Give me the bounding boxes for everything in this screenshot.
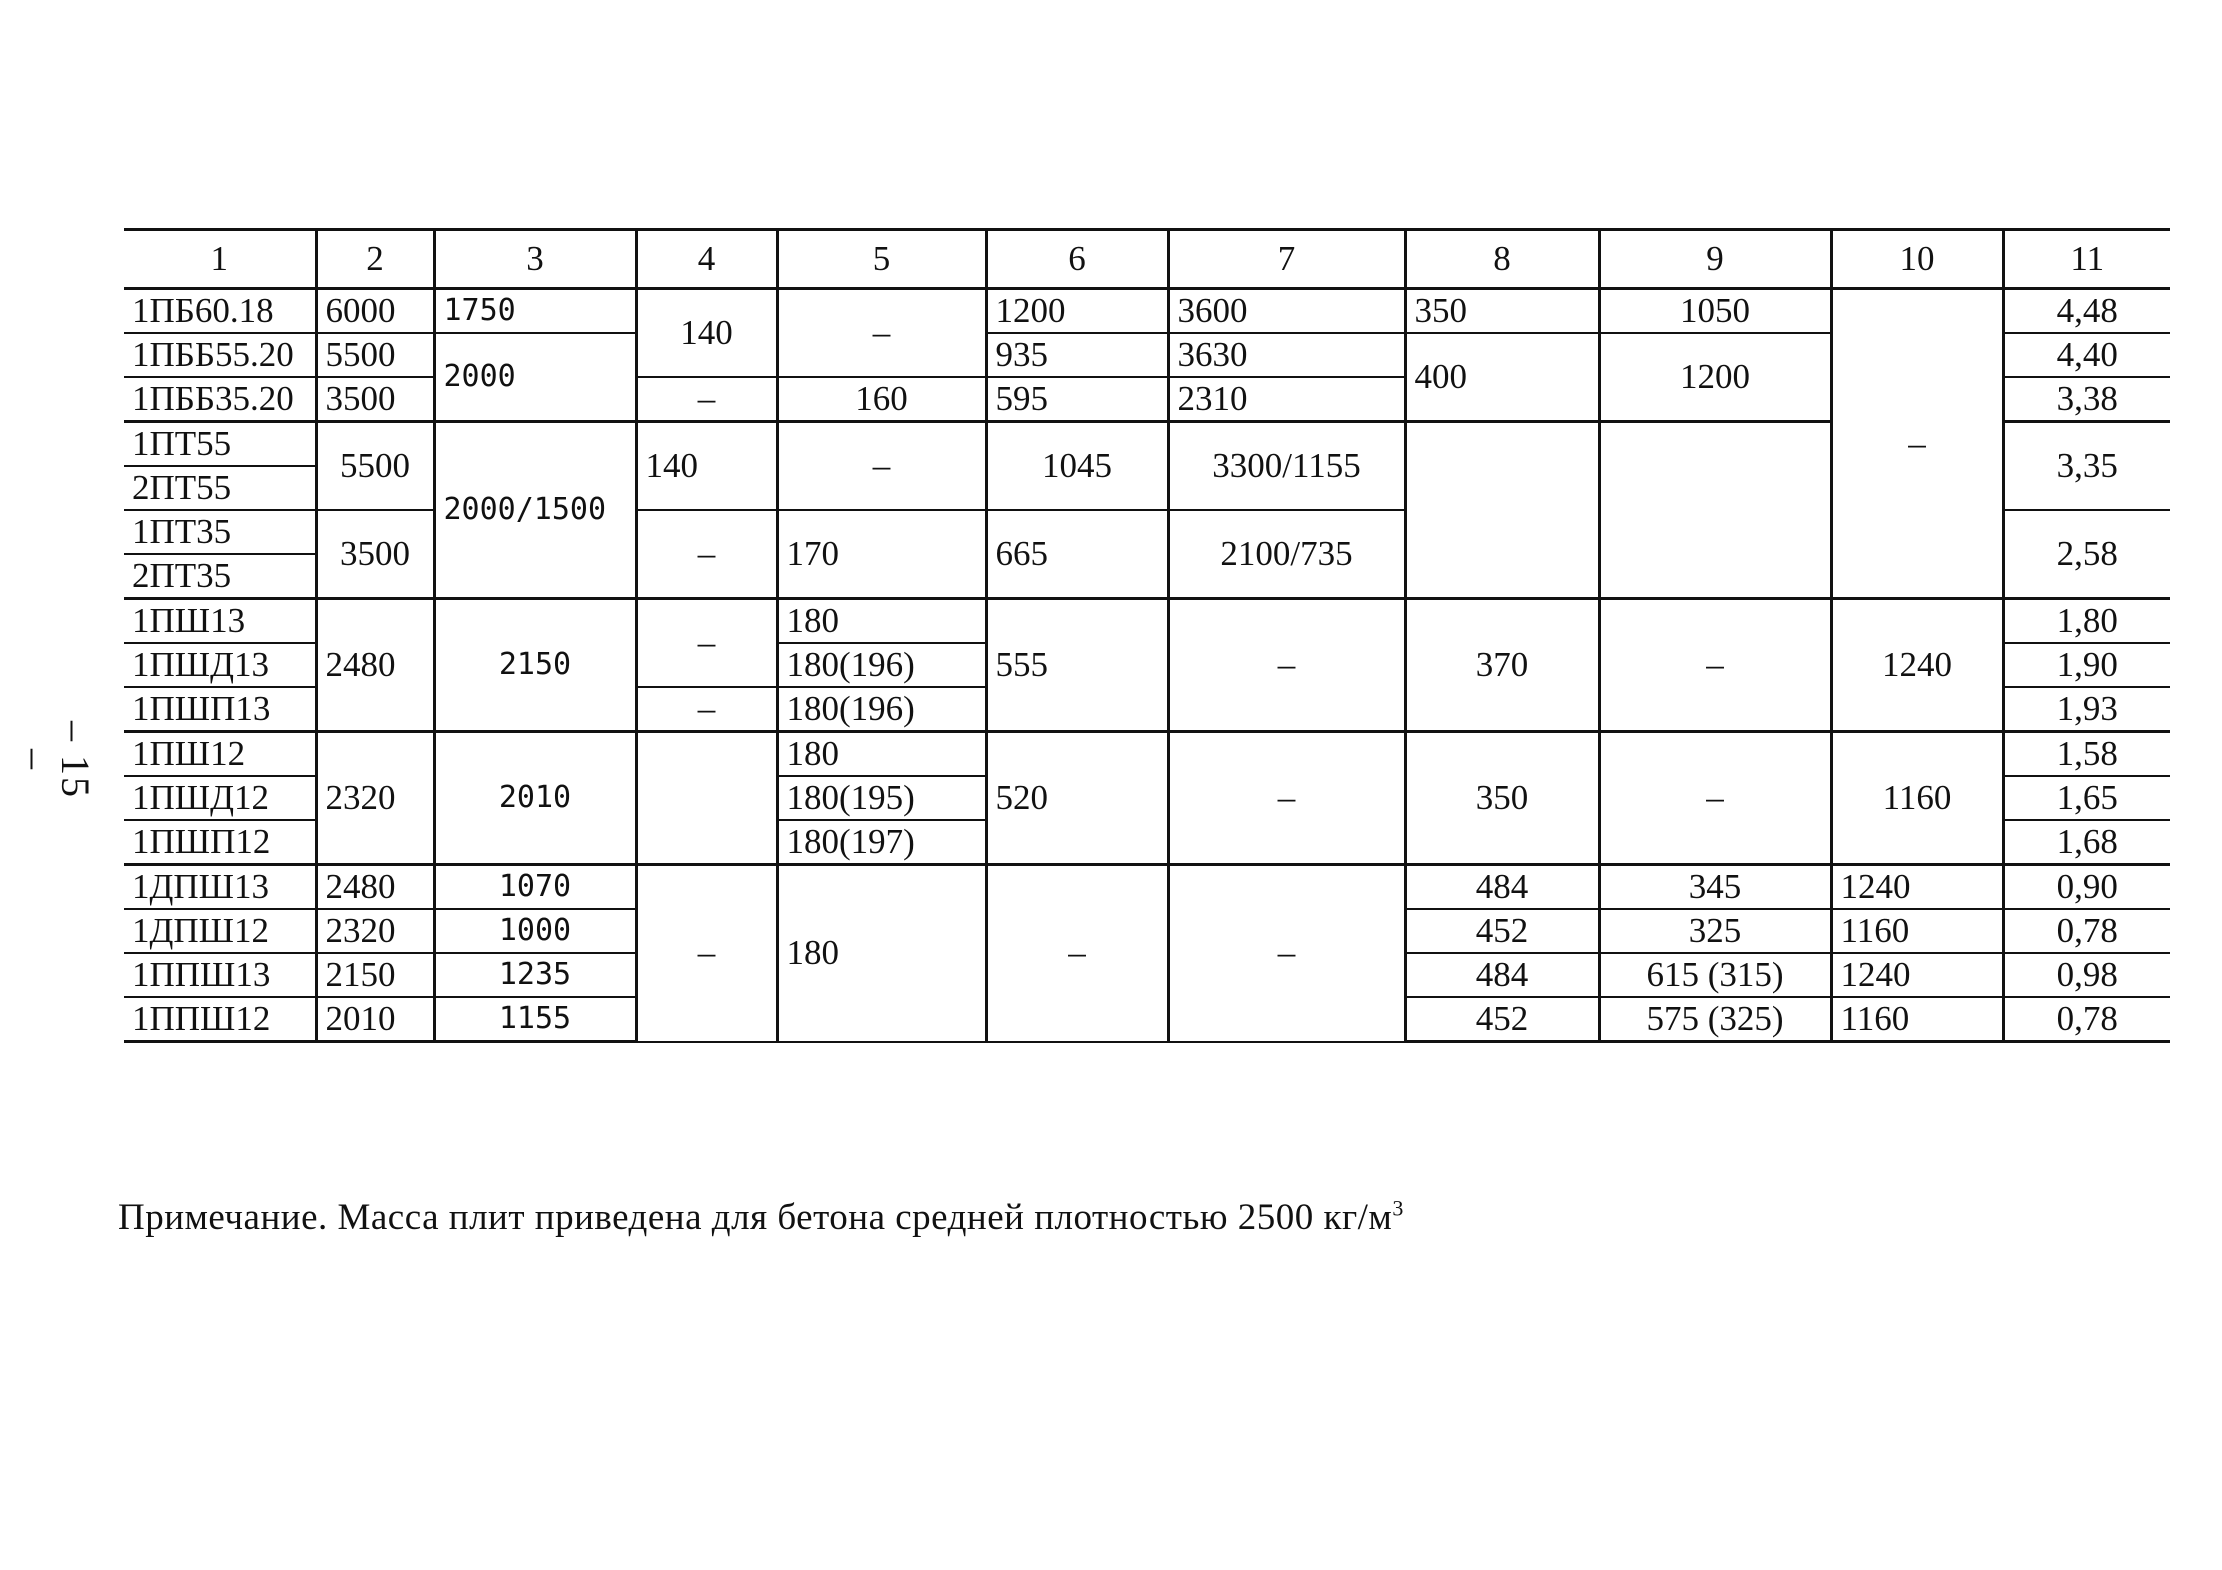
- table-cell: 160: [777, 377, 986, 422]
- table-cell: 575 (325): [1599, 997, 1831, 1042]
- table-cell: –: [986, 865, 1168, 1042]
- table-cell: 1160: [1831, 909, 2003, 953]
- table-cell: –: [636, 377, 777, 422]
- table-row: [124, 865, 2170, 910]
- table-cell: 615 (315): [1599, 953, 1831, 997]
- table-cell: 520: [986, 732, 1168, 865]
- table-cell: 1ДПШ13: [124, 865, 316, 910]
- table-cell: 0,78: [2003, 909, 2170, 953]
- table-cell: 0,78: [2003, 997, 2170, 1042]
- table-cell: 325: [1599, 909, 1831, 953]
- table-cell: 1ПШП12: [124, 820, 316, 865]
- table-cell: 1ПТ55: [124, 422, 316, 467]
- column-header: 2: [316, 230, 434, 289]
- table-cell: 1,80: [2003, 599, 2170, 644]
- table-cell: 2ПТ35: [124, 554, 316, 599]
- table-cell: –: [636, 510, 777, 599]
- table-cell: [1405, 422, 1599, 599]
- table-cell: –: [1168, 599, 1405, 732]
- table-cell: 1ДПШ12: [124, 909, 316, 953]
- table-cell: 180(196): [777, 687, 986, 732]
- table-cell: 2010: [316, 997, 434, 1042]
- column-header: 8: [1405, 230, 1599, 289]
- table-cell: –: [636, 599, 777, 688]
- table-cell: 2,58: [2003, 510, 2170, 599]
- table-cell: 2100/735: [1168, 510, 1405, 599]
- table-cell: 1240: [1831, 599, 2003, 732]
- header-row: [124, 230, 2170, 289]
- table-cell: 3600: [1168, 289, 1405, 334]
- table-row: [124, 732, 2170, 777]
- table-cell: 140: [636, 422, 777, 511]
- table-cell: 1235: [434, 953, 636, 997]
- table-cell: 935: [986, 333, 1168, 377]
- table-cell: 2150: [316, 953, 434, 997]
- table-cell: 0,98: [2003, 953, 2170, 997]
- table-cell: 2ПТ55: [124, 466, 316, 510]
- table-cell: 370: [1405, 599, 1599, 732]
- table-cell: 2310: [1168, 377, 1405, 422]
- table-cell: 484: [1405, 953, 1599, 997]
- table-cell: 1ПББ55.20: [124, 333, 316, 377]
- table-cell: 180(197): [777, 820, 986, 865]
- table-cell: 4,48: [2003, 289, 2170, 334]
- column-header: 1: [124, 230, 316, 289]
- table-cell: 400: [1405, 333, 1599, 422]
- table-cell: 452: [1405, 997, 1599, 1042]
- table-cell: 1ПШП13: [124, 687, 316, 732]
- table-cell: 1200: [1599, 333, 1831, 422]
- table-cell: 5500: [316, 333, 434, 377]
- page-number: – 15 –: [13, 721, 98, 799]
- column-header: 6: [986, 230, 1168, 289]
- table-cell: 1ПБ60.18: [124, 289, 316, 334]
- table-cell: 2150: [434, 599, 636, 732]
- table-cell: 345: [1599, 865, 1831, 910]
- table-cell: 452: [1405, 909, 1599, 953]
- footnote-superscript: 3: [1392, 1195, 1404, 1221]
- table-cell: –: [777, 422, 986, 511]
- table-cell: –: [1599, 732, 1831, 865]
- table-cell: [1599, 422, 1831, 599]
- table-cell: 180: [777, 732, 986, 777]
- table-cell: 1,68: [2003, 820, 2170, 865]
- table-cell: 1045: [986, 422, 1168, 511]
- table-cell: 350: [1405, 732, 1599, 865]
- table-row: [124, 599, 2170, 644]
- column-header: 10: [1831, 230, 2003, 289]
- table-cell: –: [1599, 599, 1831, 732]
- column-header: 5: [777, 230, 986, 289]
- table-cell: 2010: [434, 732, 636, 865]
- table-cell: 1750: [434, 289, 636, 334]
- table-cell: 1160: [1831, 997, 2003, 1042]
- table-cell: 3630: [1168, 333, 1405, 377]
- table-cell: –: [1168, 732, 1405, 865]
- table-row: [124, 289, 2170, 334]
- table-cell: 3,38: [2003, 377, 2170, 422]
- table-cell: 6000: [316, 289, 434, 334]
- footnote-text: Примечание. Масса плит приведена для бетона средней плотностью 2500 кг/м: [118, 1197, 1393, 1238]
- table-cell: 1,58: [2003, 732, 2170, 777]
- table-cell: 1ПТ35: [124, 510, 316, 554]
- table-footnote: [118, 1196, 1404, 1239]
- table-cell: 555: [986, 599, 1168, 732]
- table-cell: –: [636, 687, 777, 732]
- table-cell: –: [777, 289, 986, 378]
- table-cell: 1000: [434, 909, 636, 953]
- table-cell: 3,35: [2003, 422, 2170, 511]
- table-cell: 2000/1500: [434, 422, 636, 599]
- table-cell: 665: [986, 510, 1168, 599]
- column-header: 4: [636, 230, 777, 289]
- table-cell: 1070: [434, 865, 636, 910]
- table-cell: 1ППШ12: [124, 997, 316, 1042]
- table-cell: 595: [986, 377, 1168, 422]
- table-cell: 3500: [316, 377, 434, 422]
- table-cell: 1ППШ13: [124, 953, 316, 997]
- table-cell: 1240: [1831, 953, 2003, 997]
- table-cell: 2480: [316, 865, 434, 910]
- table-cell: 140: [636, 289, 777, 378]
- table-cell: 1,65: [2003, 776, 2170, 820]
- table-cell: 1155: [434, 997, 636, 1042]
- table-cell: 0,90: [2003, 865, 2170, 910]
- table-cell: 2320: [316, 732, 434, 865]
- column-header: 11: [2003, 230, 2170, 289]
- column-header: 9: [1599, 230, 1831, 289]
- table-cell: 180(196): [777, 643, 986, 687]
- table-cell: 1ПШД12: [124, 776, 316, 820]
- table-cell: 2000: [434, 333, 636, 422]
- table-cell: [636, 732, 777, 865]
- table-cell: 350: [1405, 289, 1599, 334]
- table-cell: 3500: [316, 510, 434, 599]
- table-cell: 1,90: [2003, 643, 2170, 687]
- table-cell: 1,93: [2003, 687, 2170, 732]
- table-cell: 4,40: [2003, 333, 2170, 377]
- table-cell: 1ПШ12: [124, 732, 316, 777]
- table-cell: 1240: [1831, 865, 2003, 910]
- column-header: 3: [434, 230, 636, 289]
- specification-table: [124, 228, 2170, 1043]
- table-cell: 1050: [1599, 289, 1831, 334]
- table-cell: 180(195): [777, 776, 986, 820]
- table-cell: 170: [777, 510, 986, 599]
- table-cell: 180: [777, 599, 986, 644]
- table-cell: 1ПШД13: [124, 643, 316, 687]
- table-cell: 3300/1155: [1168, 422, 1405, 511]
- table-cell: 180: [777, 865, 986, 1042]
- table-cell: –: [636, 865, 777, 1042]
- table-cell: 1200: [986, 289, 1168, 334]
- table-cell: 1ПШ13: [124, 599, 316, 644]
- table-cell: 2480: [316, 599, 434, 732]
- table-cell: 1ПББ35.20: [124, 377, 316, 422]
- table-cell: 5500: [316, 422, 434, 511]
- table-cell: 484: [1405, 865, 1599, 910]
- table-cell: 1160: [1831, 732, 2003, 865]
- table-cell: –: [1168, 865, 1405, 1042]
- table-cell: 2320: [316, 909, 434, 953]
- column-header: 7: [1168, 230, 1405, 289]
- table-cell: –: [1831, 289, 2003, 599]
